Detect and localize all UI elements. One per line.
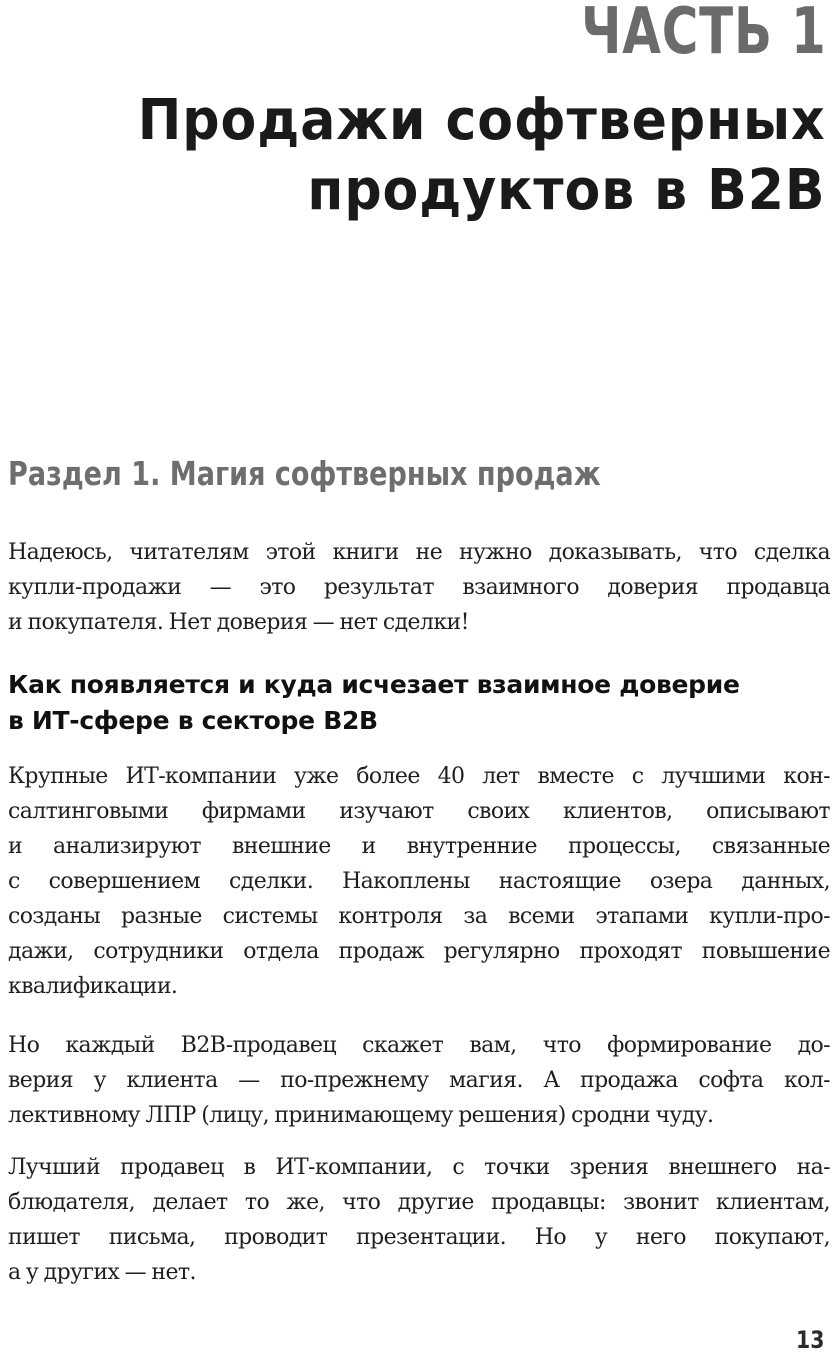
text-line: Надеюсь, читателям этой книги не нужно доказывать, что сделка: [8, 540, 830, 565]
section-heading: Раздел 1. Магия софтверных продаж: [8, 454, 601, 493]
part-title-line-1: Продажи софтверных: [138, 88, 826, 153]
text-line: Но каждый B2B-продавец скажет вам, что формирование до-: [8, 1033, 830, 1058]
paragraph-1: [8, 759, 830, 1004]
paragraph-2: [8, 1028, 830, 1133]
part-label: ЧАСТЬ 1: [580, 0, 826, 69]
text-line: дажи, сотрудники отдела продаж регулярно проходят повышение: [8, 939, 830, 964]
text-line: а у других — нет.: [8, 1260, 196, 1285]
text-line: лективному ЛПР (лицу, принимающему решения) сродни чуду.: [8, 1103, 714, 1128]
text-line: созданы разные системы контроля за всеми этапами купли-про-: [8, 904, 830, 929]
text-line: верия у клиента — по-прежнему магия. А продажа софта кол-: [8, 1068, 830, 1093]
text-line: пишет письма, проводит презентации. Но у него покупают,: [8, 1225, 830, 1250]
text-line: квалификации.: [8, 974, 178, 999]
text-line: с совершением сделки. Накоплены настоящие озера данных,: [8, 869, 830, 894]
subsection-heading-line-1: Как появляется и куда исчезает взаимное доверие: [8, 670, 740, 699]
text-line: купли-продажи — это результат взаимного доверия продавца: [8, 575, 830, 600]
part-title-line-2: продуктов в B2B: [307, 158, 826, 223]
text-line: и анализируют внешние и внутренние процессы, связанные: [8, 834, 830, 859]
paragraph-3: [8, 1150, 830, 1290]
text-line: и покупателя. Нет доверия — нет сделки!: [8, 610, 469, 635]
part-title: [138, 86, 826, 226]
intro-paragraph: [8, 535, 830, 640]
text-line: Крупные ИТ-компании уже более 40 лет вместе с лучшими кон-: [8, 764, 830, 789]
text-line: салтинговыми фирмами изучают своих клиентов, описывают: [8, 799, 830, 824]
page-number: 13: [795, 1326, 824, 1354]
subsection-heading-line-2: в ИТ-сфере в секторе B2B: [8, 706, 378, 735]
text-line: блюдателя, делает то же, что другие продавцы: звонит клиентам,: [8, 1190, 830, 1215]
text-line: Лучший продавец в ИТ-компании, с точки зрения внешнего на-: [8, 1155, 830, 1180]
subsection-heading: [8, 667, 740, 739]
